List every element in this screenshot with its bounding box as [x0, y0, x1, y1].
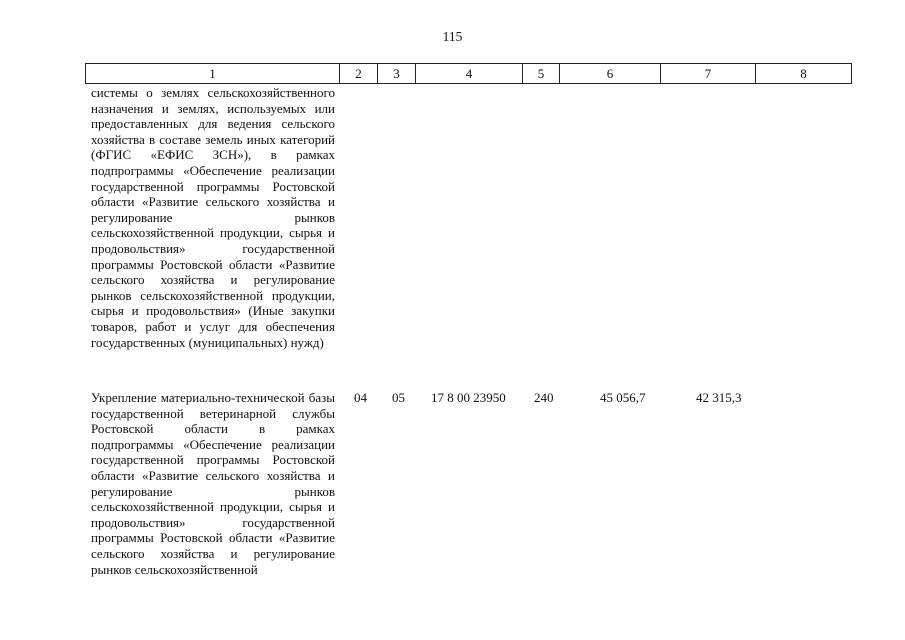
row-2-col-4: 17 8 00 23950 [431, 390, 506, 405]
header-col-3: 3 [378, 64, 416, 84]
table-header-row [86, 64, 852, 84]
table-header [85, 63, 852, 84]
row-1-name: системы о землях сельскохозяйственного назначения и землях, используемых или предоставленных для ведения сельского хозяйства в составе земель иных категорий (ФГИС «ЕФИС ЗСН»), в рамках подпрограммы «Обеспечение реализации государственной программы Ростовской области «Развитие сельского хозяйства и регулирование рынков сельскохозяйственной продукции, сырья и продовольствия» государственной программы Ростовской области «Развитие сельского хозяйства и регулирование рынков сельскохозяйственной продукции, сырья и продовольствия» (Иные закупки товаров, работ и услуг для обеспечения государственных (муниципальных) нужд) [91, 85, 335, 350]
header-col-2: 2 [340, 64, 378, 84]
row-2-col-5: 240 [534, 390, 554, 405]
header-col-6: 6 [560, 64, 661, 84]
header-col-7: 7 [661, 64, 756, 84]
row-2-col-2: 04 [354, 390, 367, 405]
row-2-col-7: 42 315,3 [696, 390, 742, 405]
header-col-8: 8 [756, 64, 852, 84]
row-2-col-3: 05 [392, 390, 405, 405]
header-col-1: 1 [86, 64, 340, 84]
page-number: 115 [442, 29, 463, 44]
row-2-name: Укрепление материально-технической базы государственной ветеринарной службы Ростовской области в рамках подпрограммы «Обеспечение реализации государственной программы Ростовской области «Развитие сельского хозяйства и регулирование рынков сельскохозяйственной продукции, сырья и продовольствия» государственной программы Ростовской области «Развитие сельского хозяйства и регулирование рынков сельскохозяйственной [91, 390, 335, 577]
row-2-col-6: 45 056,7 [600, 390, 646, 405]
header-col-5: 5 [523, 64, 560, 84]
header-col-4: 4 [416, 64, 523, 84]
